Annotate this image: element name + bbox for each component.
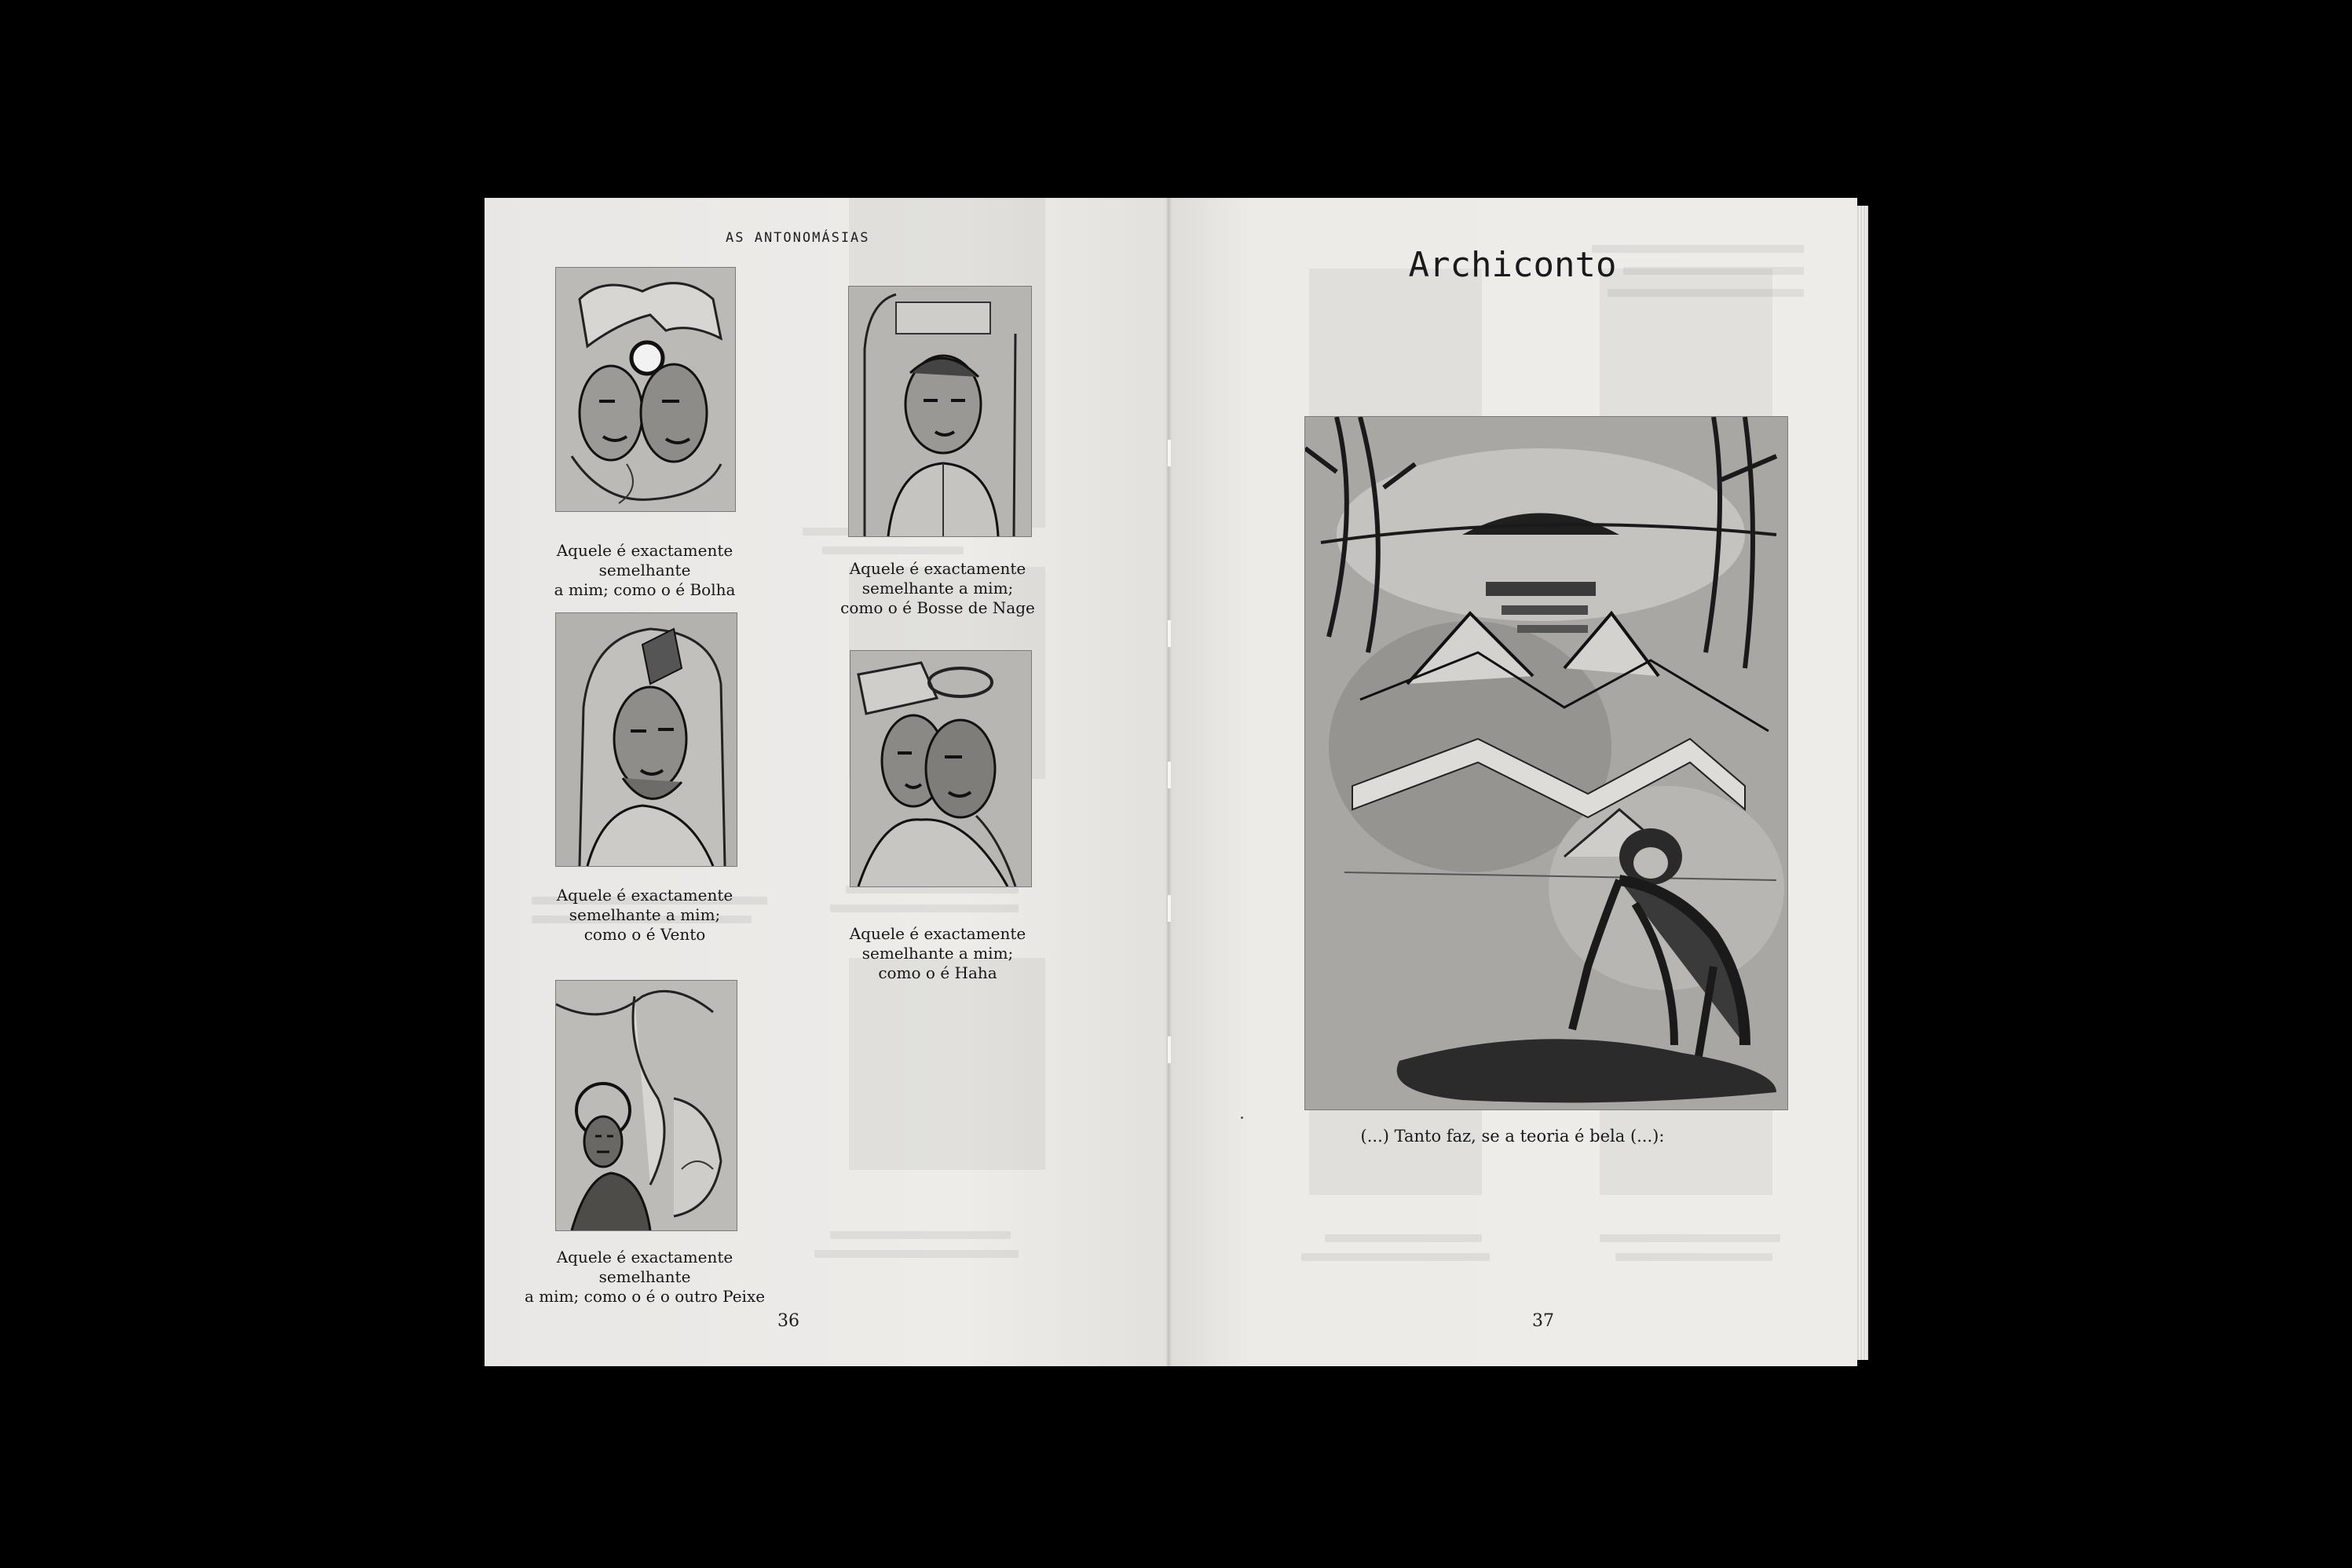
page-block-edge xyxy=(1857,206,1868,1360)
binding-stitch xyxy=(1167,1036,1171,1063)
show-through-text xyxy=(822,546,964,554)
show-through-text xyxy=(814,1250,1019,1258)
caption-line: a mim; como o é Bolha xyxy=(554,580,736,599)
illustration-outro-peixe xyxy=(555,980,737,1231)
show-through-text xyxy=(1301,1253,1490,1261)
illustration-bolha xyxy=(555,267,736,512)
binding-stitch xyxy=(1167,895,1171,922)
show-through-text xyxy=(1608,289,1804,297)
epigraph: (...) Tanto faz, se a teoria é bela (...): xyxy=(1360,1127,1665,1146)
binding-stitch xyxy=(1167,440,1171,466)
show-through-text xyxy=(1615,1253,1772,1261)
running-head: AS ANTONOMÁSIAS xyxy=(726,230,870,246)
binding-stitch xyxy=(1167,762,1171,788)
page-number: 37 xyxy=(1532,1311,1554,1331)
caption-line: como o é Vento xyxy=(583,925,706,944)
left-page xyxy=(485,198,1168,1366)
caption-bosse-de-nage xyxy=(808,559,1067,618)
dust-speck xyxy=(1241,1117,1243,1119)
caption-line: semelhante a mim; xyxy=(861,579,1014,598)
illustration-haha xyxy=(850,650,1032,887)
right-page xyxy=(1168,198,1857,1366)
caption-line: Aquele é exactamente xyxy=(556,886,733,905)
caption-line: semelhante a mim; xyxy=(569,905,721,924)
binding-stitch xyxy=(1167,620,1171,647)
show-through-text xyxy=(830,1231,1011,1239)
illustration-vento xyxy=(555,612,737,867)
chapter-title: Archiconto xyxy=(1408,245,1617,285)
caption-line: como o é Bosse de Nage xyxy=(840,598,1035,617)
caption-line: como o é Haha xyxy=(878,963,997,982)
caption-vento xyxy=(515,886,774,945)
show-through-image xyxy=(849,958,1045,1170)
caption-line: a mim; como o é o outro Peixe xyxy=(524,1287,766,1306)
show-through-text xyxy=(1600,1234,1780,1242)
page-number: 36 xyxy=(777,1311,799,1331)
caption-line: Aquele é exactamente xyxy=(849,924,1026,943)
caption-line: Aquele é exactamente semelhante xyxy=(556,541,733,579)
show-through-text xyxy=(1325,1234,1482,1242)
show-through-text xyxy=(830,905,1019,912)
caption-outro-peixe xyxy=(515,1248,774,1307)
caption-line: semelhante a mim; xyxy=(861,944,1014,963)
illustration-chimpanzee-landscape xyxy=(1304,416,1788,1110)
caption-bolha xyxy=(515,541,774,600)
caption-line: Aquele é exactamente semelhante xyxy=(556,1248,733,1286)
illustration-bosse-de-nage xyxy=(848,286,1032,537)
caption-haha xyxy=(808,924,1067,983)
caption-line: Aquele é exactamente xyxy=(849,559,1026,578)
